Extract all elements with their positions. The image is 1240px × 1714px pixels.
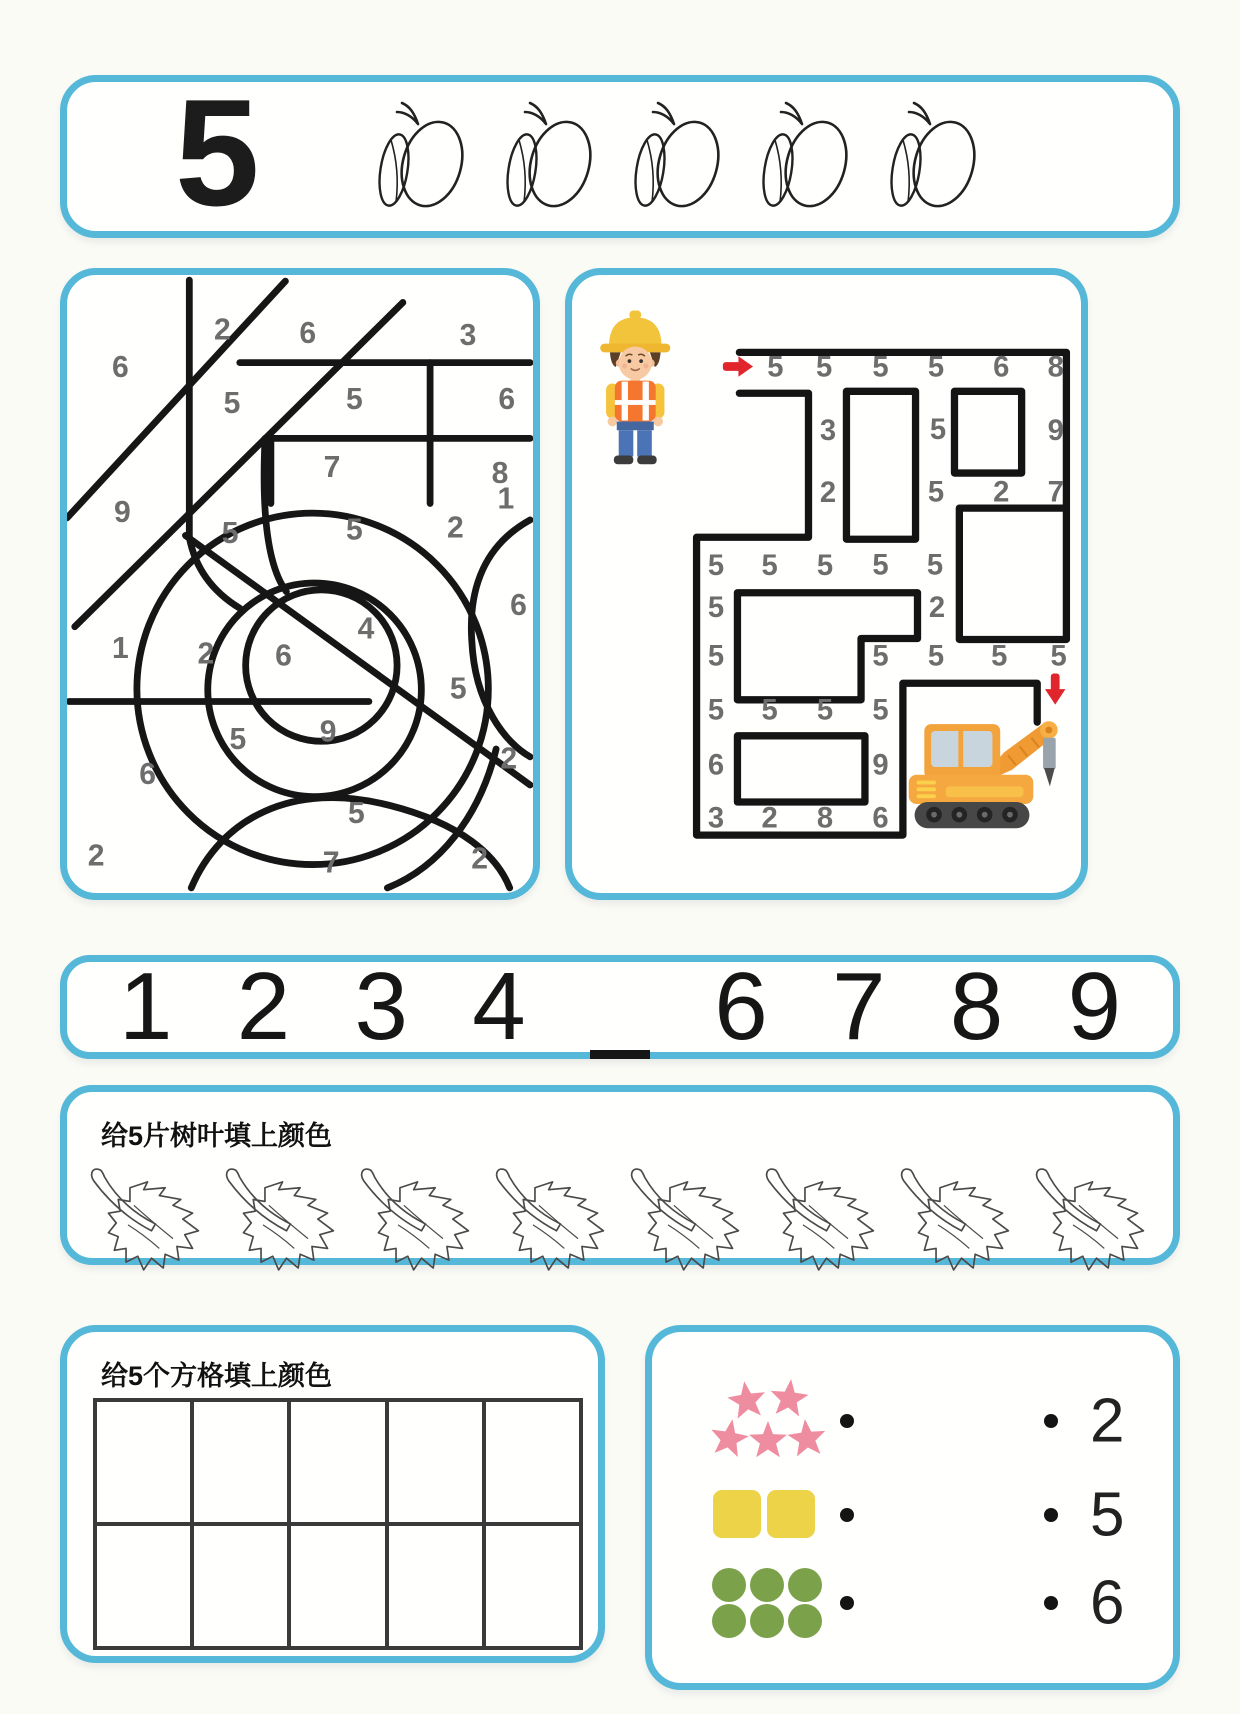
- number-label: 5: [229, 723, 247, 757]
- grid-cell[interactable]: [387, 1524, 484, 1648]
- number-label: 5: [707, 694, 725, 727]
- grid-cell[interactable]: [289, 1400, 386, 1524]
- number-label: 5: [347, 796, 365, 830]
- number-label: 3: [707, 802, 725, 835]
- number-label: 6: [299, 317, 317, 351]
- sequence-number: 3: [354, 953, 408, 1060]
- number-label: 2: [213, 313, 231, 347]
- number-label: 8: [491, 457, 509, 491]
- number-label: 5: [872, 694, 889, 727]
- number-label: 7: [322, 846, 340, 880]
- match-row-circle: [652, 1558, 1173, 1648]
- plum-outline-icon: [759, 103, 856, 213]
- number-label: 2: [993, 476, 1010, 509]
- missing-number-blank[interactable]: [590, 978, 650, 1059]
- grid-cell[interactable]: [387, 1400, 484, 1524]
- leaf-outline-icon: [632, 1169, 739, 1270]
- leaf-row: [83, 1155, 1163, 1287]
- color-by-number-drawing: [67, 275, 533, 893]
- number-label: 4: [357, 612, 375, 646]
- grid-panel: [60, 1325, 605, 1663]
- leaf-outline-icon: [92, 1169, 199, 1270]
- leaf-outline-icon: [497, 1169, 604, 1270]
- match-row-star: [652, 1376, 1173, 1466]
- match-dot-left[interactable]: [840, 1508, 854, 1522]
- number-label: 2: [197, 637, 215, 671]
- number-label: 5: [449, 672, 467, 706]
- number-label: 5: [707, 640, 725, 673]
- number-label: 5: [761, 550, 778, 583]
- number-label: 5: [929, 413, 947, 446]
- coloring-grid: [93, 1398, 583, 1650]
- matching-panel: [645, 1325, 1180, 1690]
- match-number: 5: [1090, 1480, 1125, 1550]
- number-label: 5: [345, 383, 363, 417]
- maze-panel: [565, 268, 1088, 900]
- leaf-outline-icon: [227, 1169, 334, 1270]
- number-label: 5: [926, 549, 944, 582]
- match-dot-right[interactable]: [1044, 1508, 1058, 1522]
- sequence-number: 4: [472, 953, 526, 1060]
- match-dot-left[interactable]: [840, 1596, 854, 1610]
- number-label: 3: [819, 414, 837, 447]
- sequence-number: 1: [119, 953, 173, 1060]
- number-label: 5: [927, 640, 945, 673]
- number-label: 2: [819, 477, 837, 510]
- plum-outline-icon: [631, 103, 728, 213]
- number-label: 9: [872, 749, 889, 782]
- leaves-title: 给5片树叶填上颜色: [101, 1121, 333, 1151]
- number-label: 5: [767, 351, 784, 384]
- number-label: 6: [707, 749, 725, 782]
- number-label: 5: [872, 351, 889, 384]
- number-label: 2: [500, 742, 518, 776]
- grid-cell[interactable]: [289, 1524, 386, 1648]
- number-label: 9: [113, 495, 131, 529]
- leaf-outline-icon: [902, 1169, 1009, 1270]
- end-arrow-icon: [1045, 674, 1065, 705]
- number-label: 6: [872, 802, 889, 835]
- number-label: 2: [761, 802, 778, 835]
- match-dot-right[interactable]: [1044, 1414, 1058, 1428]
- sequence-number: 7: [832, 953, 886, 1060]
- sequence-number: 9: [1067, 953, 1121, 1060]
- number-label: 1: [497, 482, 515, 516]
- number-label: 2: [87, 839, 105, 873]
- number-label: 5: [872, 549, 889, 582]
- grid-cell[interactable]: [95, 1400, 192, 1524]
- construction-worker-icon: [600, 311, 670, 465]
- number-label: 7: [323, 451, 341, 485]
- number-label: 2: [928, 592, 946, 625]
- plum-outline-icon: [503, 103, 600, 213]
- number-sequence-panel: [60, 955, 1180, 1059]
- grid-cell[interactable]: [192, 1524, 289, 1648]
- number-label: 9: [319, 715, 337, 749]
- leaf-outline-icon: [362, 1169, 469, 1270]
- number-label: 5: [872, 640, 889, 673]
- number-label: 9: [1047, 414, 1064, 447]
- plum-outline-icon: [375, 103, 472, 213]
- grid-title: 给5个方格填上颜色: [101, 1361, 333, 1391]
- plum-outline-icon: [887, 103, 984, 213]
- match-dot-left[interactable]: [840, 1414, 854, 1428]
- big-number-5: 5: [175, 67, 260, 238]
- top-number-panel: [60, 67, 1180, 238]
- number-label: 5: [223, 387, 241, 421]
- number-label: 5: [816, 694, 834, 727]
- grid-cell[interactable]: [484, 1524, 581, 1648]
- number-label: 7: [1047, 476, 1064, 509]
- star-group: [707, 1379, 829, 1463]
- sequence-number: 8: [949, 953, 1004, 1060]
- grid-cell[interactable]: [95, 1524, 192, 1648]
- number-label: 6: [993, 351, 1010, 384]
- number-label: 5: [221, 517, 239, 551]
- number-label: 6: [275, 639, 292, 673]
- square-group: [707, 1473, 829, 1557]
- number-label: 5: [707, 550, 725, 583]
- number-label: 1: [112, 631, 129, 665]
- number-label: 8: [1047, 351, 1064, 384]
- match-number: 2: [1090, 1386, 1125, 1456]
- number-label: 5: [815, 351, 833, 384]
- number-label: 5: [1050, 640, 1067, 673]
- number-label: 3: [459, 319, 477, 353]
- number-label: 5: [927, 351, 945, 384]
- number-label: 5: [927, 476, 945, 509]
- grid-cell[interactable]: [192, 1400, 289, 1524]
- number-5-outline: [67, 280, 530, 888]
- maze-drawing: [572, 275, 1081, 893]
- number-label: 8: [816, 802, 834, 835]
- number-sequence: [67, 953, 1173, 1060]
- number-label: 6: [498, 383, 516, 417]
- grid-cell[interactable]: [484, 1400, 581, 1524]
- sequence-number: 2: [236, 953, 291, 1060]
- circle-group: [707, 1561, 829, 1645]
- number-label: 6: [139, 757, 156, 791]
- number-label: 6: [510, 589, 527, 623]
- number-label: 5: [345, 513, 363, 547]
- number-label: 5: [816, 550, 834, 583]
- number-label: 5: [707, 592, 725, 625]
- excavator-icon: [909, 721, 1058, 828]
- leaf-outline-icon: [1037, 1169, 1144, 1270]
- number-label: 6: [112, 351, 129, 385]
- match-number: 6: [1090, 1568, 1125, 1638]
- fruit-row: [316, 98, 1056, 216]
- number-label: 2: [446, 511, 464, 545]
- start-arrow-icon: [723, 356, 753, 376]
- match-row-square: [652, 1470, 1173, 1560]
- number-label: 5: [761, 694, 778, 727]
- leaves-panel: [60, 1085, 1180, 1265]
- sequence-number: 6: [714, 953, 768, 1060]
- color-by-number-panel: [60, 268, 540, 900]
- number-label: 5: [991, 640, 1008, 673]
- match-dot-right[interactable]: [1044, 1596, 1058, 1610]
- number-label: 2: [471, 842, 488, 876]
- leaf-outline-icon: [767, 1169, 874, 1270]
